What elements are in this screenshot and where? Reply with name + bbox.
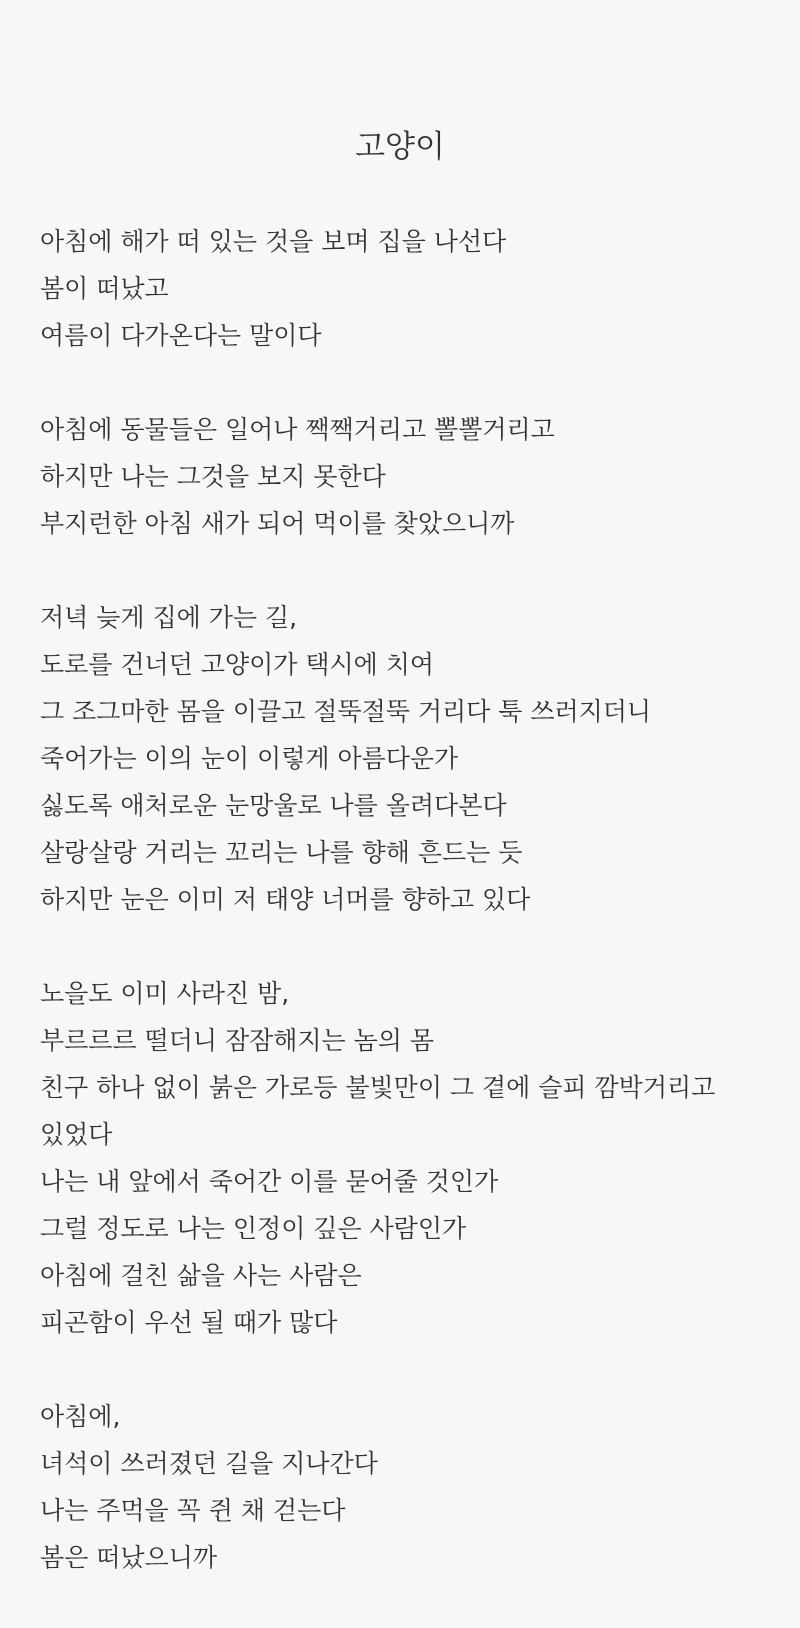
poem-line: 아침에 걸친 삶을 사는 사람은 <box>40 1261 362 1290</box>
poem-line: 그럴 정도로 나는 인정이 깊은 사람인가 <box>40 1214 467 1243</box>
poem-line: 도로를 건너던 고양이가 택시에 치여 <box>40 650 435 679</box>
poem-line: 녀석이 쓰러졌던 길을 지나간다 <box>40 1449 378 1478</box>
poem-line: 여름이 다가온다는 말이다 <box>40 321 322 350</box>
poem-line: 저녁 늦게 집에 가는 길, <box>40 603 298 632</box>
poem-line: 하지만 눈은 이미 저 태양 너머를 향하고 있다 <box>40 885 531 914</box>
poem-line: 그 조그마한 몸을 이끌고 절뚝절뚝 거리다 툭 쓰러지더니 <box>40 697 652 726</box>
poem-line: 싫도록 애처로운 눈망울로 나를 올려다본다 <box>40 791 507 820</box>
poem-line: 있었다 <box>40 1120 113 1149</box>
poem-line: 아침에, <box>40 1402 121 1431</box>
poem-line: 죽어가는 이의 눈이 이렇게 아름다운가 <box>40 744 459 773</box>
poem-line: 봄은 떠났으니까 <box>40 1543 217 1572</box>
poem-line: 살랑살랑 거리는 꼬리는 나를 향해 흔드는 듯 <box>40 838 523 867</box>
poem-line: 봄이 떠났고 <box>40 274 169 303</box>
poem-line: 아침에 동물들은 일어나 짹짹거리고 뽈뽈거리고 <box>40 415 555 444</box>
stanza-4 <box>40 970 760 1346</box>
stanza-3 <box>40 594 760 923</box>
poem-line: 노을도 이미 사라진 밤, <box>40 979 290 1008</box>
poem-line: 부르르르 떨더니 잠잠해지는 놈의 몸 <box>40 1026 435 1055</box>
poem-line: 아침에 해가 떠 있는 것을 보며 집을 나선다 <box>40 227 507 256</box>
poem-line: 나는 주먹을 꼭 쥔 채 걷는다 <box>40 1496 346 1525</box>
poem-body <box>40 218 760 1628</box>
stanza-5 <box>40 1393 760 1581</box>
poem-line: 친구 하나 없이 붉은 가로등 불빛만이 그 곁에 슬피 깜박거리고 <box>40 1073 716 1102</box>
poem-line: 피곤함이 우선 될 때가 많다 <box>40 1308 338 1337</box>
stanza-2 <box>40 406 760 547</box>
stanza-1 <box>40 218 760 359</box>
poem-title: 고양이 <box>355 129 445 165</box>
poem-line: 하지만 나는 그것을 보지 못한다 <box>40 462 386 491</box>
poem-line: 나는 내 앞에서 죽어간 이를 묻어줄 것인가 <box>40 1167 499 1196</box>
poem-line: 부지런한 아침 새가 되어 먹이를 찾았으니까 <box>40 509 515 538</box>
